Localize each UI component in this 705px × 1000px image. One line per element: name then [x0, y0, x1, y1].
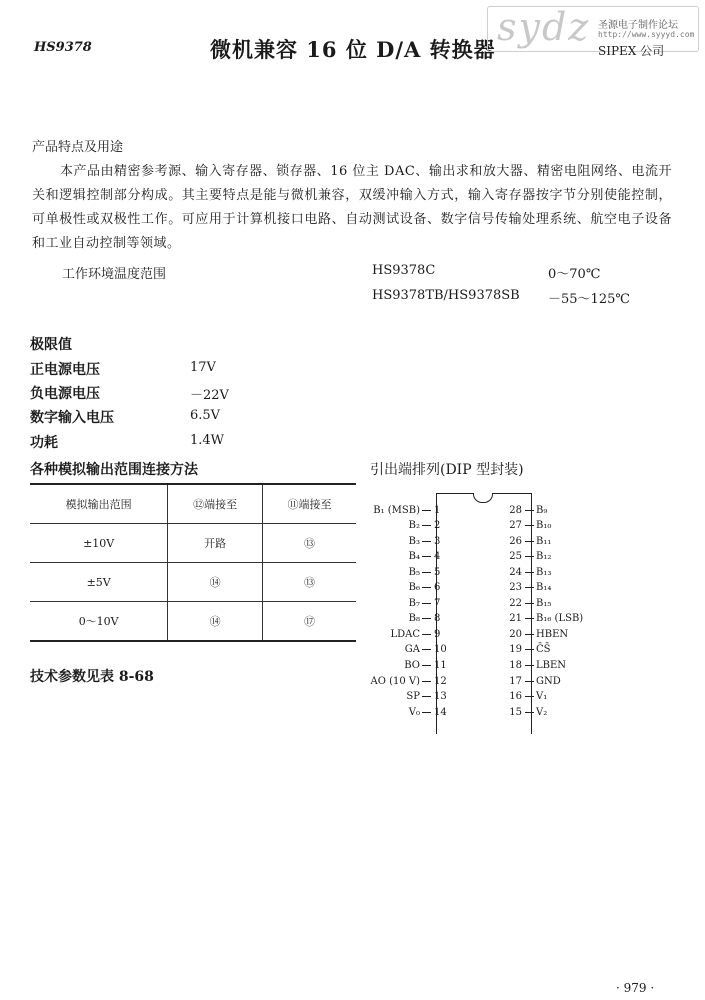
pin-name: LDAC: [390, 628, 420, 640]
pin-left: [330, 549, 448, 565]
pin-left: [330, 533, 448, 549]
pin-number: 25: [509, 551, 522, 563]
pin-number: 20: [509, 628, 522, 640]
limit-label: 负电源电压: [30, 386, 100, 402]
pin-lead: [422, 603, 431, 604]
pin-lead: [422, 618, 431, 619]
pin-name: B₆: [408, 582, 420, 594]
pin-lead: [422, 634, 431, 635]
limit-value: 1.4W: [190, 433, 225, 448]
limits-heading: 极限值: [30, 337, 72, 353]
pin-number: 26: [509, 535, 522, 547]
temperature-model: HS9378C: [372, 263, 436, 278]
pin-number: 5: [434, 566, 441, 578]
pin-number: 12: [434, 675, 447, 687]
pin-right: [508, 611, 628, 627]
limit-value: 17V: [190, 360, 216, 375]
table-cell: ±5V: [30, 563, 168, 602]
pin-left: [330, 704, 448, 720]
pin-number: 7: [434, 597, 441, 609]
pinout-title: 引出端排列(DIP 型封装): [370, 462, 524, 478]
pin-number: 11: [434, 660, 447, 671]
table-cell: 0～10V: [30, 602, 168, 642]
temperature-model: HS9378TB/HS9378SB: [372, 288, 520, 303]
pin-number: 28: [509, 504, 522, 516]
pin-right: [508, 689, 628, 705]
page-title: 微机兼容 16 位 D/A 转换器: [210, 37, 496, 62]
pin-right: [508, 533, 628, 549]
pin-number: 13: [434, 691, 447, 703]
table-row: [30, 563, 356, 602]
pin-name: B₇: [408, 597, 420, 609]
pin-number: 22: [509, 597, 522, 609]
pin-number: 3: [434, 535, 441, 547]
pin-right: [508, 658, 628, 674]
pin-right: [508, 518, 628, 534]
table-cell: ⑬: [262, 524, 356, 563]
pin-name: B₁₁: [536, 535, 552, 547]
pin-lead: [525, 681, 534, 682]
pin-left: [330, 658, 448, 674]
pin-left: [330, 518, 448, 534]
pin-name: B₁₄: [536, 582, 552, 594]
temperature-range: 0～70℃: [548, 267, 601, 282]
pin-number: 15: [509, 706, 522, 718]
table-cell: ⑬: [262, 563, 356, 602]
pin-lead: [525, 618, 534, 619]
pin-name: AO (10 V): [370, 675, 420, 687]
pin-lead: [525, 525, 534, 526]
pin-lead: [422, 696, 431, 697]
pin-number: 14: [434, 706, 447, 718]
watermark-forum: 圣源电子制作论坛: [598, 20, 678, 31]
table-cell: ⑭: [168, 602, 263, 642]
pin-number: 19: [509, 644, 522, 656]
pin-left: [330, 642, 448, 658]
pin-lead: [422, 712, 431, 713]
manufacturer-brand: SIPEX 公司: [598, 44, 665, 58]
pin-lead: [422, 525, 431, 526]
pin-lead: [422, 665, 431, 666]
pin-name: B₄: [408, 551, 420, 563]
pin-name: B₈: [408, 613, 420, 625]
pin-number: 8: [434, 613, 441, 625]
table-header: 模拟输出范围: [30, 484, 168, 524]
reference-note: 技术参数见表 8-68: [30, 669, 154, 685]
table-row: [30, 602, 356, 642]
pin-lead: [525, 541, 534, 542]
table-header: ⑪端接至: [262, 484, 356, 524]
pin-right: [508, 642, 628, 658]
pin-name: B₁₃: [536, 566, 552, 578]
pin-right: [508, 704, 628, 720]
pin-number: 2: [434, 520, 441, 532]
pin-lead: [422, 681, 431, 682]
pin-name: LBEN: [536, 660, 567, 671]
pin-lead: [525, 696, 534, 697]
pin-name: B₁ (MSB): [373, 504, 420, 516]
pin-name: V₁: [536, 691, 548, 703]
pin-name: B₉: [536, 504, 548, 516]
pin-name: GND: [536, 675, 561, 687]
pin-name: C̄S̄: [536, 644, 551, 656]
pin-name: SP: [406, 691, 420, 703]
watermark-logo: sydz: [497, 5, 591, 49]
pin-number: 24: [509, 566, 522, 578]
pin-name: B₁₆ (LSB): [536, 613, 584, 625]
table-row: [30, 524, 356, 563]
limit-value: 6.5V: [190, 408, 221, 423]
pin-name: B₁₅: [536, 597, 552, 609]
model-number: HS9378: [34, 40, 92, 55]
pin-lead: [525, 712, 534, 713]
pin-lead: [525, 649, 534, 650]
pin-right: [508, 595, 628, 611]
pin-number: 6: [434, 582, 441, 594]
pin-lead: [422, 510, 431, 511]
pin-number: 9: [434, 628, 441, 640]
pin-left: [330, 626, 448, 642]
pin-number: 4: [434, 551, 441, 563]
pin-right: [508, 673, 628, 689]
pin-number: 16: [509, 691, 522, 703]
limit-value: －22V: [190, 388, 229, 403]
pin-lead: [525, 587, 534, 588]
pin-number: 27: [509, 520, 522, 532]
range-connection-table: [30, 483, 356, 642]
pin-lead: [422, 572, 431, 573]
pin-right: [508, 564, 628, 580]
table-header: ⑫端接至: [168, 484, 263, 524]
features-heading: 产品特点及用途: [32, 140, 124, 155]
pin-right: [508, 580, 628, 596]
temperature-label: 工作环境温度范围: [62, 267, 167, 282]
pin-lead: [525, 634, 534, 635]
pin-left: [330, 689, 448, 705]
pin-left: [330, 564, 448, 580]
pin-lead: [422, 587, 431, 588]
pin-number: 10: [434, 644, 447, 656]
pin-left: [330, 611, 448, 627]
table-cell: ⑭: [168, 563, 263, 602]
temperature-range: －55～125℃: [548, 292, 630, 307]
limit-label: 功耗: [30, 435, 58, 451]
pin-name: V₂: [536, 706, 548, 718]
pin-name: BO: [404, 660, 420, 671]
pin-left: [330, 502, 448, 518]
pin-number: 1: [434, 504, 441, 516]
pin-lead: [422, 541, 431, 542]
pin-left: [330, 595, 448, 611]
pin-lead: [525, 510, 534, 511]
pin-name: B₅: [408, 566, 420, 578]
watermark-url: http://www.syyyd.com: [598, 30, 695, 39]
pin-lead: [525, 665, 534, 666]
table-cell: ⑰: [262, 602, 356, 642]
pin-name: B₂: [408, 520, 420, 532]
pin-number: 23: [509, 582, 522, 594]
pin-name: B₃: [408, 535, 420, 547]
pin-name: HBEN: [536, 628, 569, 640]
pin-lead: [525, 603, 534, 604]
page-number: · 979 ·: [616, 981, 655, 995]
range-table-heading: 各种模拟输出范围连接方法: [30, 462, 198, 478]
pin-name: B₁₂: [536, 551, 552, 563]
table-cell: 开路: [168, 524, 263, 563]
pin-lead: [525, 556, 534, 557]
table-header-row: [30, 484, 356, 524]
features-paragraph: 本产品由精密参考源、输入寄存器、锁存器、16 位主 DAC、输出求和放大器、精密电阻网络、电流开关和逻辑控制部分构成。其主要特点是能与微机兼容，双缓冲输入方式，输入寄存器按字节分别使能控制，可单极性或双极性工作。可应用于计算机接口电路、自动测试设备、数字信号传输处理系统、航空电子设备和工业自动控制等领域。: [32, 164, 672, 251]
pin-name: B₁₀: [536, 520, 552, 532]
pin-lead: [422, 556, 431, 557]
pin-name: GA: [404, 644, 420, 656]
pin-lead: [422, 649, 431, 650]
limit-label: 正电源电压: [30, 362, 100, 378]
pin-number: 21: [509, 613, 522, 625]
pin-left: [330, 580, 448, 596]
pin-right: [508, 502, 628, 518]
pin-right: [508, 626, 628, 642]
pin-right: [508, 549, 628, 565]
table-cell: ±10V: [30, 524, 168, 563]
pin-name: V₀: [408, 706, 420, 718]
pin-number: 17: [509, 675, 522, 687]
pin-lead: [525, 572, 534, 573]
limit-label: 数字输入电压: [30, 410, 114, 426]
pin-left: [330, 673, 448, 689]
pin-number: 18: [509, 660, 522, 671]
